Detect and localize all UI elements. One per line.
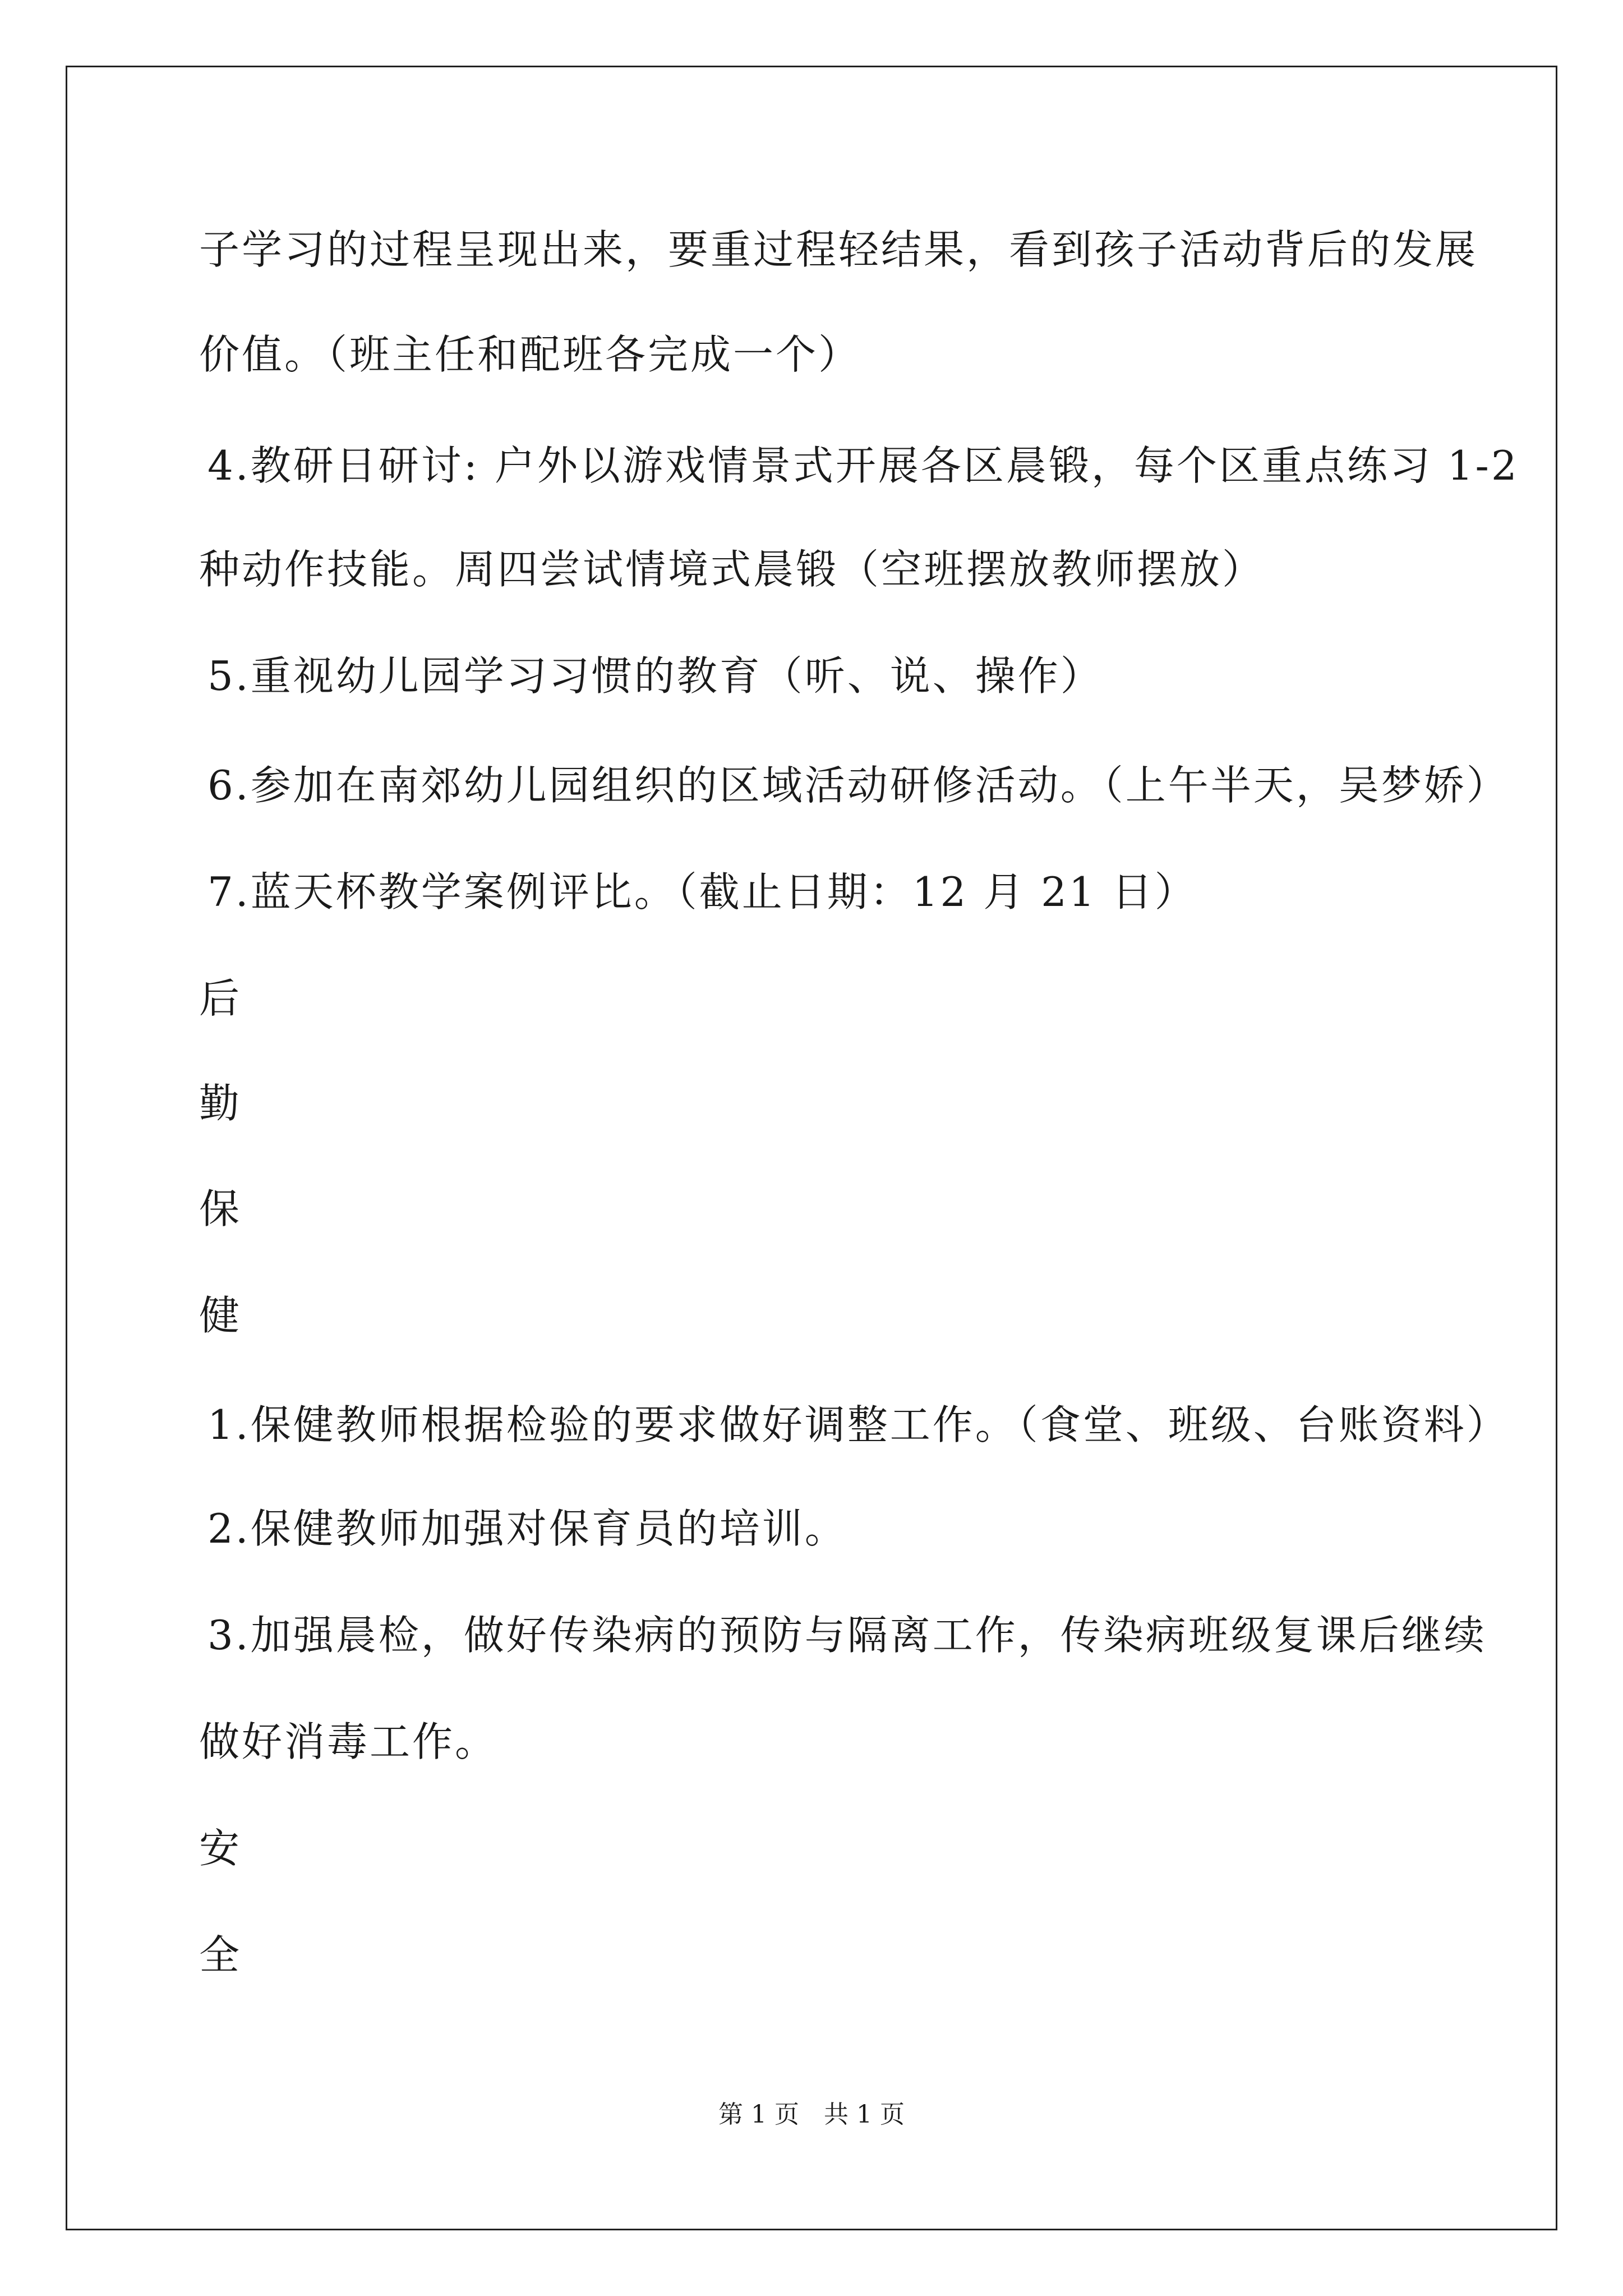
text-line: 3.加强晨检，做好传染病的预防与隔离工作，传染病班级复课后继续 [208, 1612, 1487, 1659]
text-line: 6.参加在南郊幼儿园组织的区域活动研修活动。（上午半天，吴梦娇） [208, 762, 1509, 809]
text-line: 做好消毒工作。 [199, 1718, 498, 1765]
text-line: 子学习的过程呈现出来，要重过程轻结果，看到孩子活动背后的发展 [199, 226, 1478, 273]
section-heading-char: 健 [199, 1292, 242, 1339]
text-line: 7.蓝天杯教学案例评比。（截止日期：12 月 21 日） [208, 868, 1197, 915]
section-heading-char: 勤 [199, 1080, 242, 1127]
text-line: 1.保健教师根据检验的要求做好调整工作。（食堂、班级、台账资料） [208, 1401, 1509, 1448]
section-heading-char: 保 [199, 1185, 242, 1232]
text-line: 2.保健教师加强对保育员的培训。 [208, 1505, 847, 1552]
section-heading-char: 全 [199, 1931, 242, 1978]
page-footer: 第 1 页 共 1 页 [718, 2100, 905, 2129]
text-line: 种动作技能。周四尝试情境式晨锻（空班摆放教师摆放） [199, 546, 1265, 593]
page-border [66, 66, 1557, 2230]
section-heading-char: 安 [199, 1825, 242, 1872]
text-line: 4.教研日研讨: 户外以游戏情景式开展各区晨锻，每个区重点练习 1-2 [208, 442, 1519, 489]
text-line: 价值。（班主任和配班各完成一个） [199, 331, 861, 378]
section-heading-char: 后 [199, 975, 242, 1022]
text-line: 5.重视幼儿园学习习惯的教育（听、说、操作） [208, 652, 1103, 700]
